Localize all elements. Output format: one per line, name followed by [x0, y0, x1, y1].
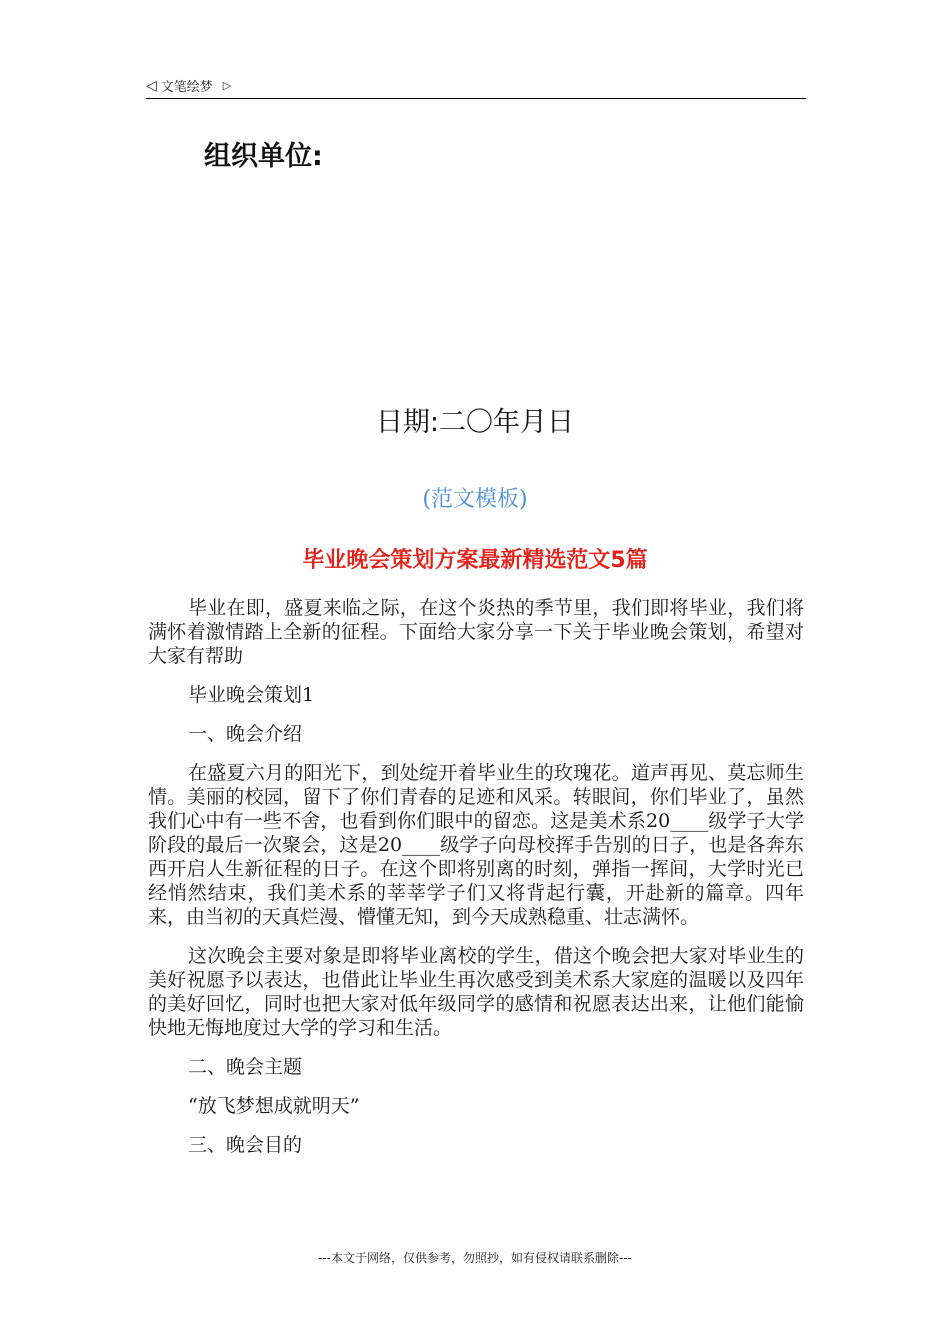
triangle-left-icon: ◁	[146, 77, 157, 94]
document-body	[148, 596, 804, 1172]
template-label: (范文模板)	[422, 487, 528, 512]
theme-quote: “放飞梦想成就明天”	[188, 1095, 360, 1117]
org-label: 组织单位:	[204, 141, 323, 172]
paragraph: 这次晚会主要对象是即将毕业离校的学生，借这个晚会把大家对毕业生的美好祝愿予以表达，也借此让毕业生再次感受到美术系大家庭的温暖以及四年的美好回忆，同时也把大家对低年级同学的感情和祝愿表达出来，让他们能愉快地无悔地度过大学的学习和生活。	[148, 945, 804, 1039]
section-heading: 一、晚会介绍	[188, 723, 303, 745]
paragraph: 在盛夏六月的阳光下，到处绽开着毕业生的玫瑰花。道声再见、莫忘师生情。美丽的校园，留下了你们青春的足迹和风采。转眼间，你们毕业了，虽然我们心中有一些不舍，也看到你们眼中的留恋。这是美术系20____级学子大学阶段的最后一次聚会，这是20____级学子向母校挥手告别的日子，也是各奔东西开启人生新征程的日子。在这个即将别离的时刻，弹指一挥间，大学时光已经悄然结束，我们美术系的莘莘学子们又将背起行囊，开赴新的篇章。四年来，由当初的天真烂漫、懵懂无知，到今天成熟稳重、壮志满怀。	[148, 762, 804, 928]
header-text: 文笔绘梦	[160, 80, 213, 95]
section-heading: 三、晚会目的	[188, 1134, 303, 1156]
header-brand	[146, 76, 231, 95]
document-title: 毕业晚会策划方案最新精选范文5篇	[302, 548, 648, 573]
paragraph-intro: 毕业在即，盛夏来临之际，在这个炎热的季节里，我们即将毕业，我们将满怀着激情踏上全新的征程。下面给大家分享一下关于毕业晚会策划，希望对大家有帮助	[148, 597, 804, 667]
section-heading: 毕业晚会策划1	[188, 684, 315, 706]
date-line: 日期:二〇年月日	[375, 407, 575, 438]
section-heading: 二、晚会主题	[188, 1056, 303, 1078]
page-header	[146, 72, 806, 99]
triangle-right-icon: ▷	[222, 79, 232, 92]
footer-disclaimer: ---本文于网络，仅供参考，勿照抄，如有侵权请联系删除---	[318, 1251, 632, 1265]
